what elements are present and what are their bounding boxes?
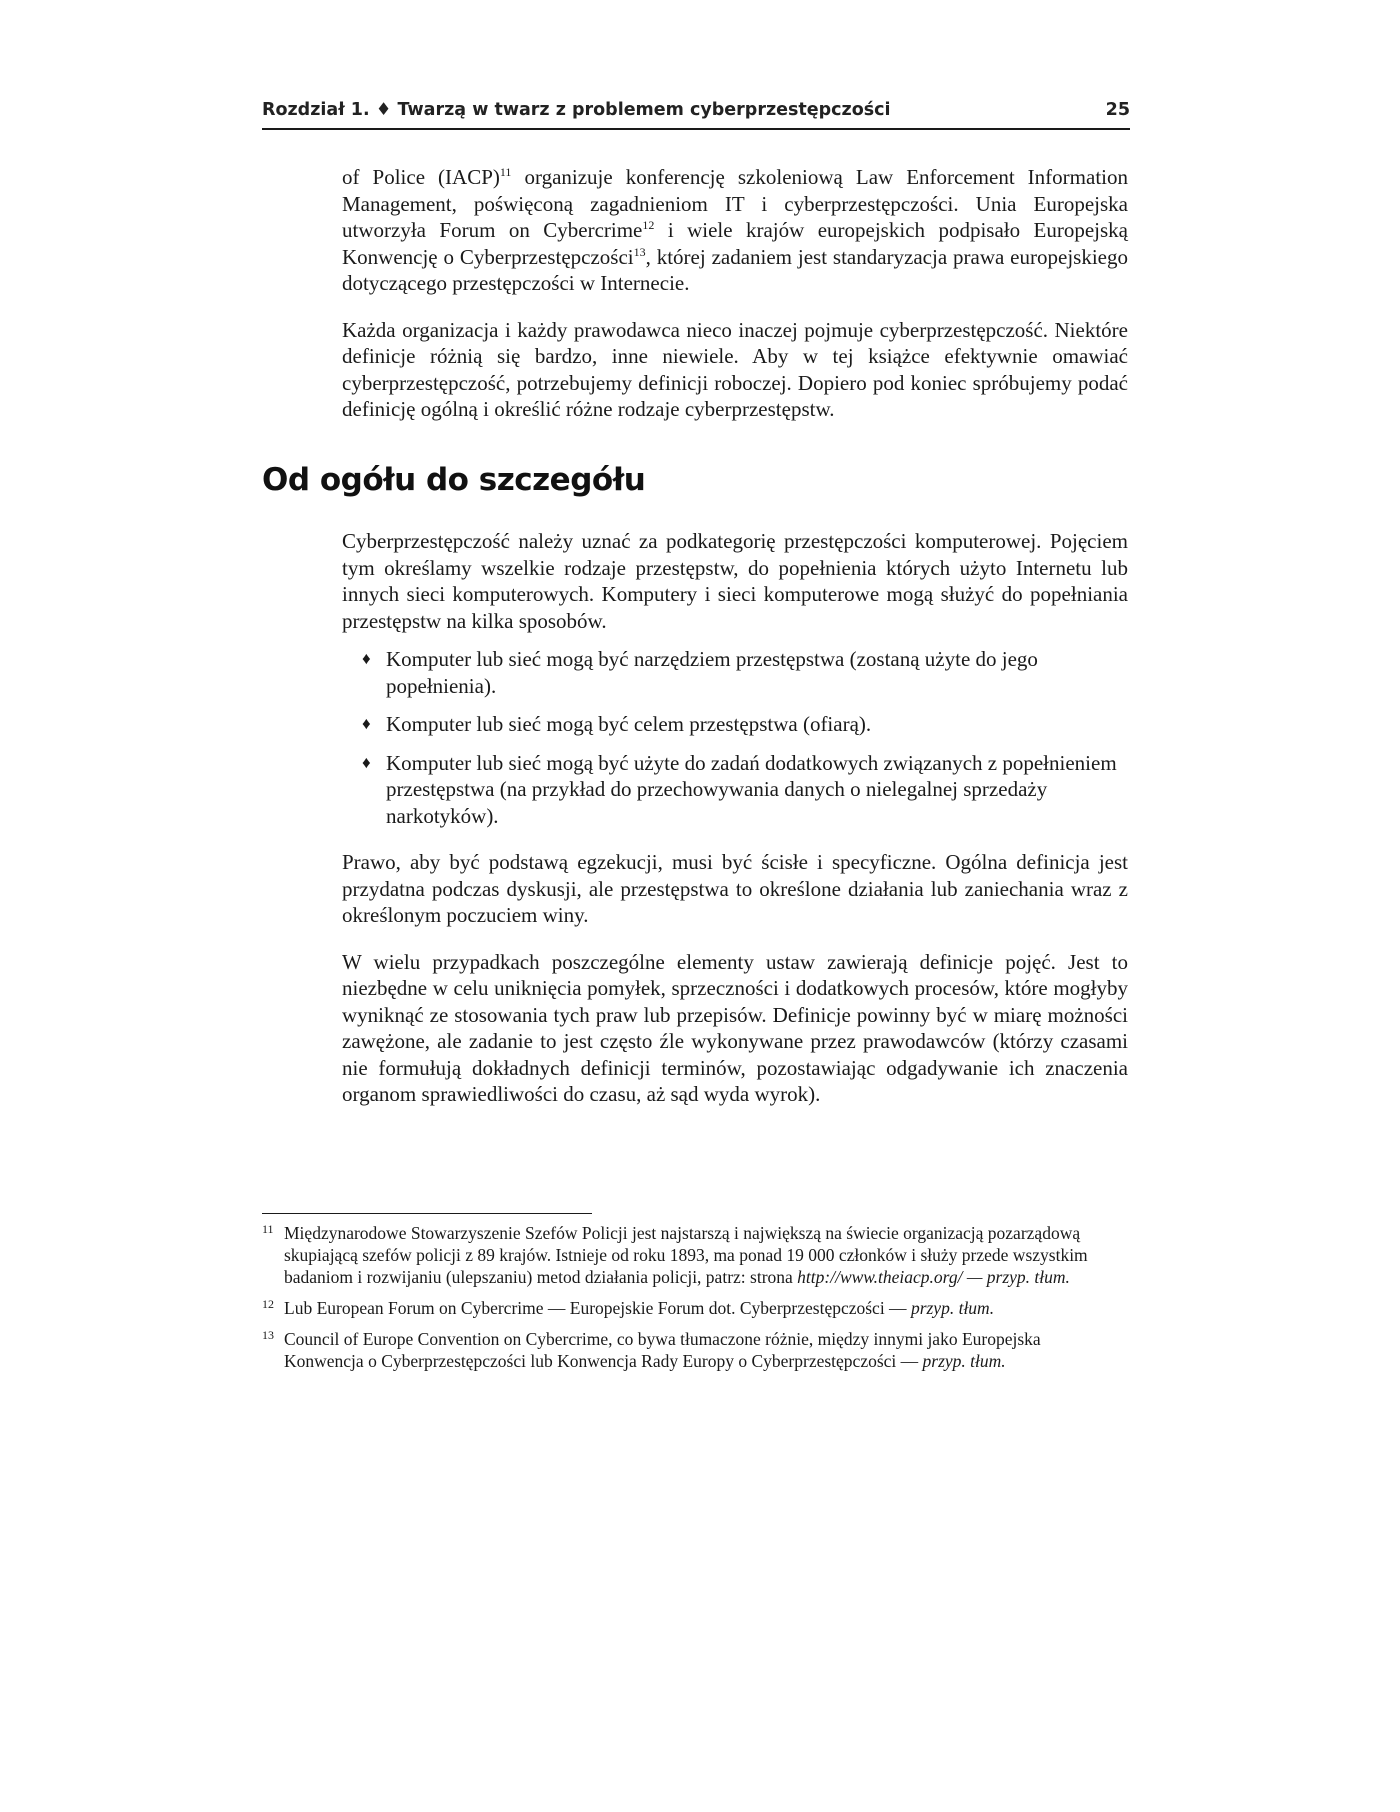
list-item	[342, 750, 1128, 830]
diamond-bullet-icon: ♦	[362, 752, 371, 772]
footnote-text: Międzynarodowe Stowarzyszenie Szefów Policji jest najstarszą i największą na świecie organizacją pozarządową skupiającą szefów policji z 89 krajów. Istnieje od roku 1893, ma ponad 19 000 członków i służy przede wszystkim badaniom i rozwijaniu (ulepszaniu) metod działania policji, patrz: strona	[284, 1223, 1088, 1287]
list-item-text: Komputer lub sieć mogą być użyte do zadań dodatkowych związanych z popełnieniem przestępstwa (na przykład do przechowywania danych o nielegalnej sprzedaży narkotyków).	[386, 750, 1117, 828]
footnote-number: 13	[262, 1328, 274, 1342]
footnote-number: 12	[262, 1297, 274, 1311]
text-run: i wiele krajów europejskich podpisało Europejską Konwencję o Cyberprzestępczości	[342, 218, 1128, 269]
footnote-tail: — przyp. tłum.	[962, 1267, 1070, 1287]
footnote-13	[262, 1328, 1112, 1372]
footnote-tail: przyp. tłum.	[910, 1298, 995, 1318]
section-paragraph-3: W wielu przypadkach poszczególne elementy ustaw zawierają definicje pojęć. Jest to niezbędne w celu uniknięcia pomyłek, sprzeczności i dodatkowych procesów, które mogłyby wyniknąć ze stosowania tych praw lub przepisów. Definicje powinny być w miarę możności zawężone, ale zadanie to jest często źle wykonywane przez prawodawców (którzy czasami nie formułują dokładnych definicji terminów, pozostawiając odgadywanie ich znaczenia organom sprawiedliwości do czasu, aż sąd wyda wyrok).	[342, 949, 1128, 1106]
section-heading: Od ogółu do szczegółu	[262, 462, 646, 498]
running-header	[262, 98, 1130, 130]
list-item-text: Komputer lub sieć mogą być narzędziem przestępstwa (zostaną użyte do jego popełnienia).	[386, 647, 1038, 698]
section-text	[342, 528, 1128, 1108]
footnote-ref-12[interactable]: 12	[642, 218, 655, 232]
list-item	[342, 646, 1128, 699]
intro-text	[342, 164, 1128, 423]
page-number: 25	[1105, 100, 1130, 120]
section-paragraph-1: Cyberprzestępczość należy uznać za podkategorię przestępczości komputerowej. Pojęciem tym określamy wszelkie rodzaje przestępstw, do popełnienia których użyto Internetu lub innych sieci komputerowych. Komputery i sieci komputerowe mogą służyć do popełniania przestępstw na kilka sposobów.	[342, 529, 1128, 633]
footnotes	[262, 1222, 1112, 1381]
footnote-tail: przyp. tłum.	[922, 1351, 1006, 1371]
footnote-separator	[262, 1213, 592, 1214]
text-run: , której zadaniem jest standaryzacja prawa europejskiego dotyczącego przestępczości w Internecie.	[342, 244, 1128, 295]
list-item	[342, 711, 1128, 738]
list-item-text: Komputer lub sieć mogą być celem przestępstwa (ofiarą).	[386, 712, 872, 736]
diamond-bullet-icon: ♦	[362, 649, 371, 668]
footnote-link[interactable]: http://www.theiacp.org/	[797, 1267, 963, 1287]
footnote-12	[262, 1297, 1112, 1319]
intro-paragraph-1	[342, 164, 1128, 297]
footnote-ref-13[interactable]: 13	[633, 244, 646, 259]
footnote-text: Council of Europe Convention on Cybercrime, co bywa tłumaczone różnie, między innymi jako Europejska Konwencja o Cyberprzestępczości lub Konwencja Rady Europy o Cyberprzestępczości —	[284, 1329, 1041, 1371]
footnote-number: 11	[262, 1222, 274, 1236]
text-run: organizuje konferencję szkoleniową Law Enforcement Information Management, poświęconą zagadnieniom IT i cyberprzestępczości. Unia Europejska utworzyła Forum on Cybercrime	[342, 165, 1128, 242]
bullet-list	[342, 646, 1128, 829]
footnote-11	[262, 1222, 1112, 1288]
text-run: of Police (IACP)	[342, 165, 500, 189]
intro-paragraph-2: Każda organizacja i każdy prawodawca nieco inaczej pojmuje cyberprzestępczość. Niektóre definicje różnią się bardzo, inne niewiele. Aby w tej książce efektywnie omawiać cyberprzestępczość, potrzebujemy definicji roboczej. Dopiero pod koniec spróbujemy podać definicję ogólną i określić różne rodzaje cyberprzestępstw.	[342, 317, 1128, 421]
footnote-text: Lub European Forum on Cybercrime — Europejskie Forum dot. Cyberprzestępczości —	[284, 1298, 911, 1318]
running-title: Rozdział 1. ♦ Twarzą w twarz z problemem cyberprzestępczości	[262, 100, 891, 120]
section-paragraph-2: Prawo, aby być podstawą egzekucji, musi być ścisłe i specyficzne. Ogólna definicja jest przydatna podczas dyskusji, ale przestępstwa to określone działania lub zaniechania wraz z określonym poczuciem winy.	[342, 850, 1128, 927]
diamond-bullet-icon: ♦	[362, 714, 371, 733]
footnote-ref-11[interactable]: 11	[499, 165, 512, 179]
